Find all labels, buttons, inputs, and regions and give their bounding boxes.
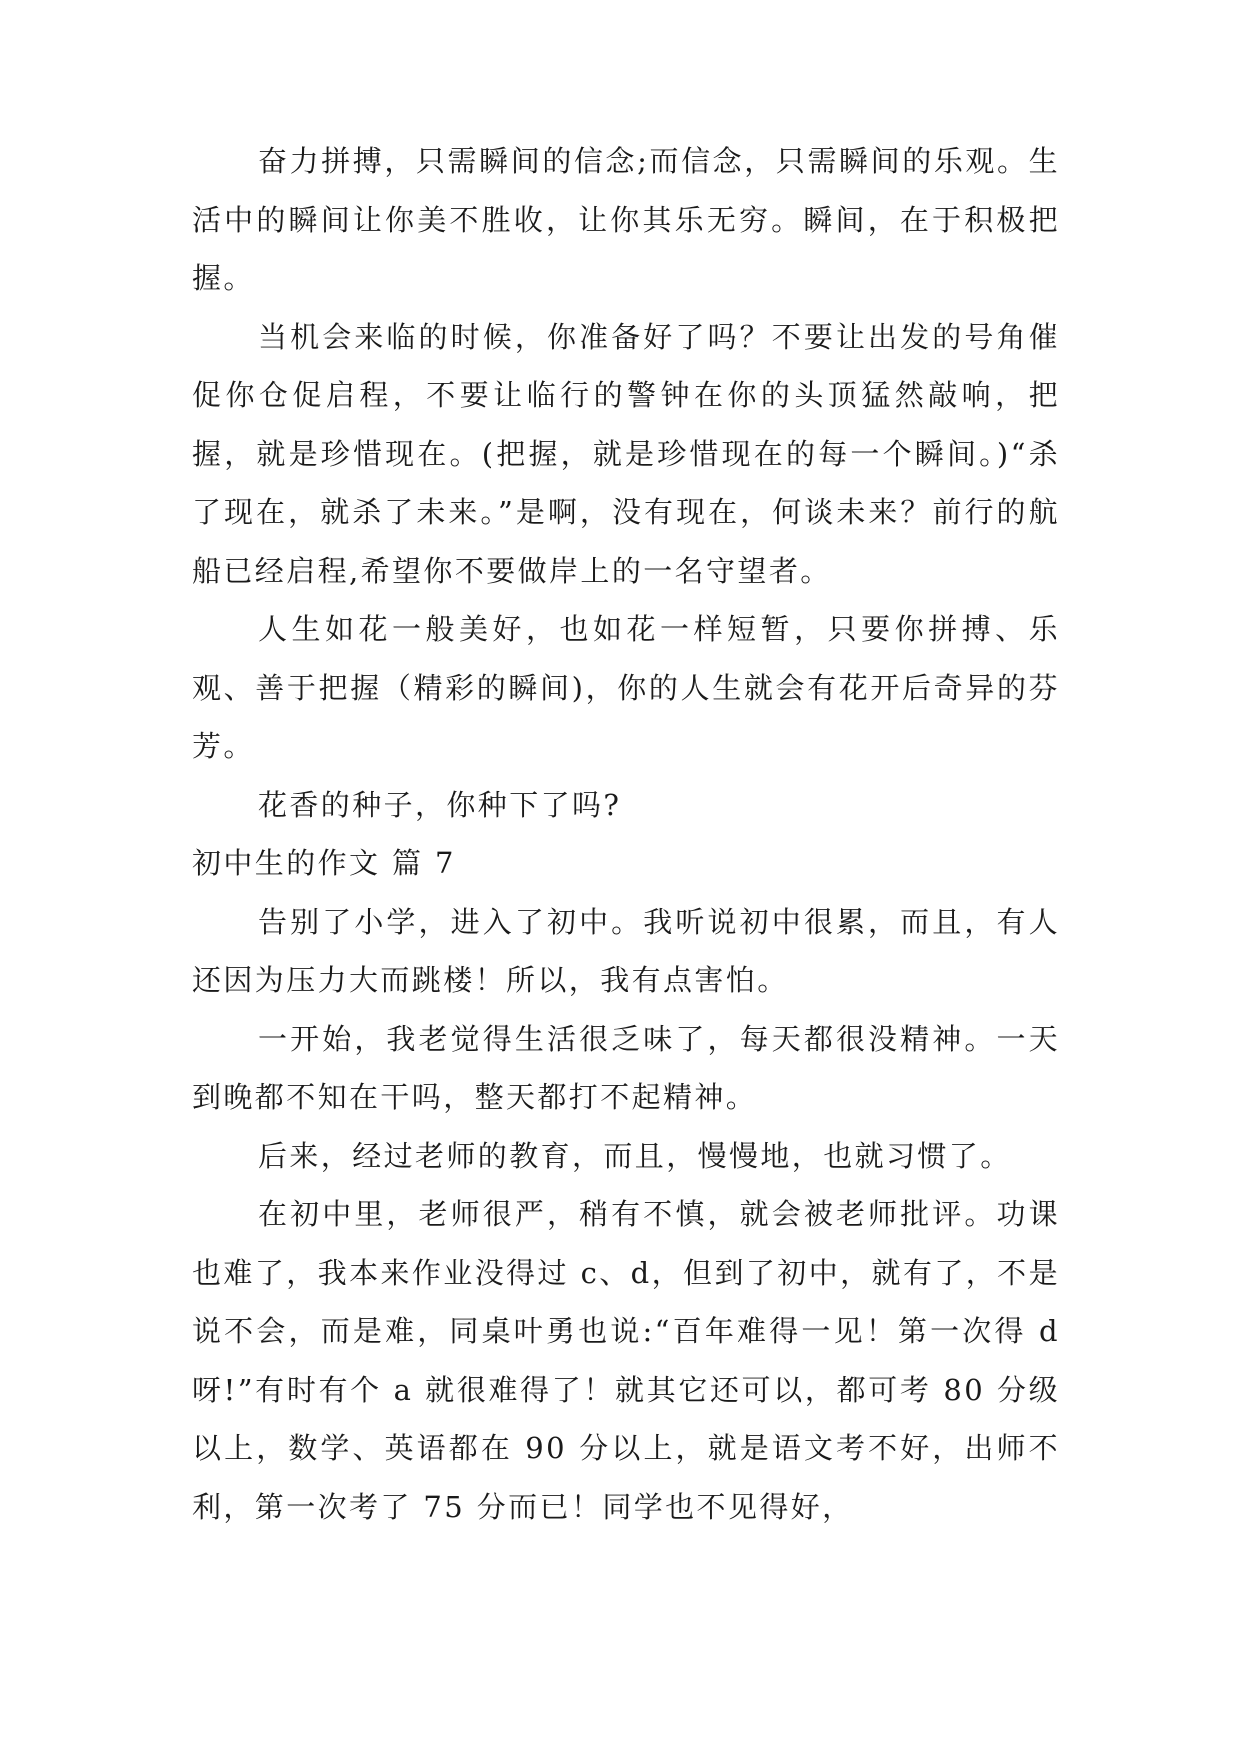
paragraph-7: 后来，经过老师的教育，而且，慢慢地，也就习惯了。: [258, 1138, 1012, 1173]
document-page: [192, 132, 1060, 1536]
section-heading: 初中生的作文 篇 7: [192, 846, 456, 880]
paragraph-6: 一开始，我老觉得生活很乏味了，每天都很没精神。一天到晚都不知在干吗，整天都打不起精神。: [192, 1021, 1060, 1114]
paragraph-2: 当机会来临的时候，你准备好了吗？不要让出发的号角催促你仓促启程，不要让临行的警钟在你的头顶猛然敲响，把握，就是珍惜现在。(把握，就是珍惜现在的每一个瞬间。)“杀了现在，就杀了未来。”是啊，没有现在，何谈未来？前行的航船已经启程,希望你不要做岸上的一名守望者。: [192, 319, 1060, 588]
paragraph-4: 花香的种子，你种下了吗?: [258, 787, 622, 822]
paragraph-8: 在初中里，老师很严，稍有不慎，就会被老师批评。功课也难了，我本来作业没得过 c、d，但到了初中，就有了，不是说不会，而是难，同桌叶勇也说:“百年难得一见！第一次得 d 呀!”有时有个 a 就很难得了！就其它还可以，都可考 80 分级以上，数学、英语都在 90 分以上，就是语文考不好，出师不利，第一次考了 75 分而已！同学也不见得好，: [192, 1197, 1060, 1524]
paragraph-3: 人生如花一般美好，也如花一样短暂，只要你拼搏、乐观、善于把握（精彩的瞬间)，你的人生就会有花开后奇异的芬芳。: [192, 612, 1060, 763]
paragraph-5: 告别了小学，进入了初中。我听说初中很累，而且，有人还因为压力大而跳楼！所以，我有点害怕。: [192, 904, 1060, 997]
paragraph-1: 奋力拼搏，只需瞬间的信念;而信念，只需瞬间的乐观。生活中的瞬间让你美不胜收，让你其乐无穷。瞬间，在于积极把握。: [192, 144, 1060, 295]
